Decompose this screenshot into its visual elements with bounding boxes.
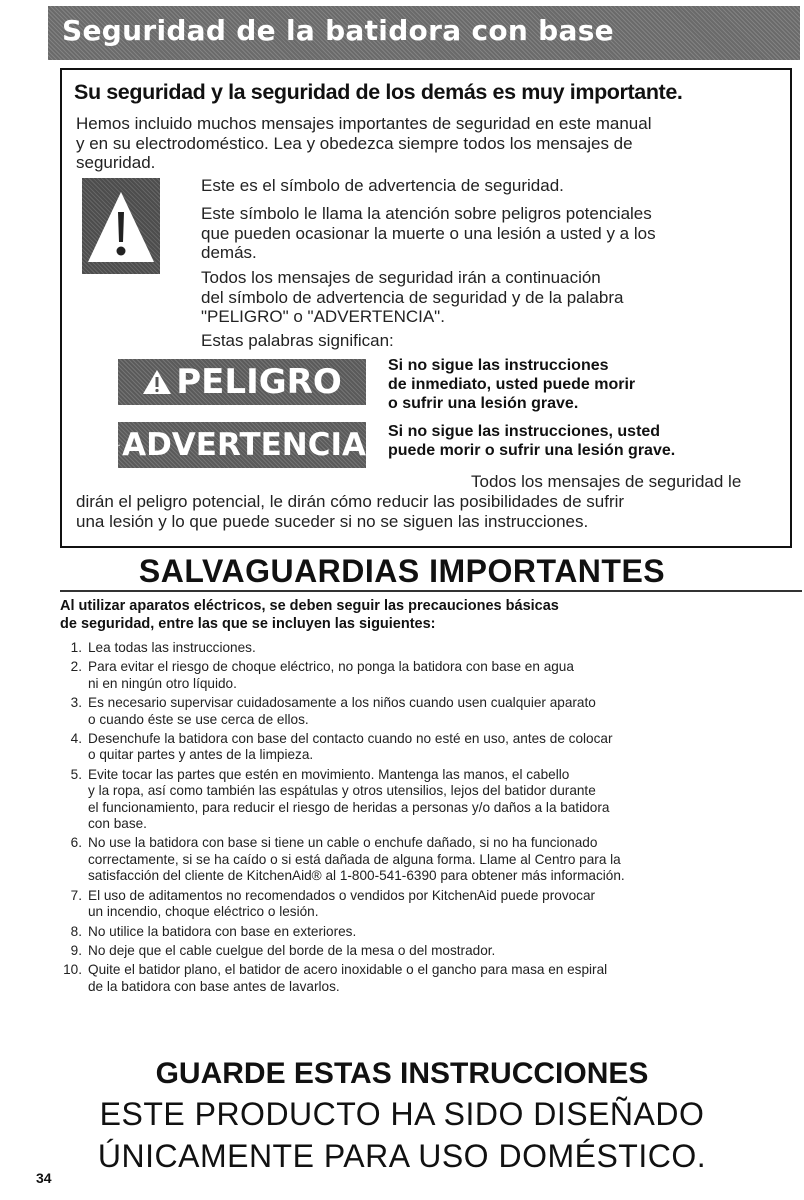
list-item-text: No utilice la batidora con base en exteriores. (88, 923, 357, 939)
list-item-number: 6. (70, 835, 82, 851)
list-item-text: Quite el batidor plano, el batidor de acero inoxidable o el gancho para masa en espiral de la batidora con base antes de lavarlos. (88, 962, 608, 994)
closing-text-rest: dirán el peligro potencial, le dirán cómo reducir las posibilidades de sufrir una lesión y lo que puede suceder si no se siguen las instrucciones. (76, 492, 625, 531)
closing-text-first: Todos los mensajes de seguridad le (471, 472, 742, 491)
section-title-bar (48, 6, 800, 60)
symbol-line: Este es el símbolo de advertencia de seguridad. (201, 176, 564, 195)
save-instructions-heading: GUARDE ESTAS INSTRUCCIONES (155, 1057, 649, 1090)
list-item (60, 695, 800, 728)
list-item-number: 3. (70, 695, 82, 711)
advertencia-text: Si no sigue las instrucciones, usted puede morir o sufrir una lesión grave. (388, 423, 676, 459)
warning-symbol (82, 178, 160, 274)
safeguards-intro: Al utilizar aparatos eléctricos, se deben seguir las precauciones básicas de seguridad, entre las que se incluyen las siguientes: (60, 598, 559, 632)
list-item (60, 767, 800, 833)
advertencia-label: ADVERTENCIA (122, 427, 366, 463)
list-item (60, 943, 800, 959)
peligro-signal (118, 359, 366, 405)
divider (60, 590, 802, 592)
symbol-description: Este símbolo le llama la atención sobre peligros potenciales que pueden ocasionar la muerte o una lesión a usted y a los demás. (201, 204, 656, 262)
product-notice-line-1: ESTE PRODUCTO HA SIDO DISEÑADO (99, 1096, 705, 1132)
page-title: Seguridad de la batidora con base (62, 14, 614, 47)
safeguards-title: SALVAGUARDIAS IMPORTANTES (138, 553, 666, 589)
list-item-text: Evite tocar las partes que estén en movimiento. Mantenga las manos, el cabello y la ropa, así como también las espátulas y otros utensilios, lejos del batidor durante el funcionamiento, para reducir el riesgo de heridas a personas y/o daños a la batidora con base. (88, 766, 610, 832)
list-item-text: No deje que el cable cuelgue del borde de la mesa o del mostrador. (88, 942, 496, 958)
list-item (60, 835, 800, 884)
peligro-text: Si no sigue las instrucciones de inmediato, usted puede morir o sufrir una lesión grave. (388, 357, 636, 412)
list-item-number: 5. (70, 766, 82, 782)
peligro-label: PELIGRO (176, 362, 342, 402)
warning-triangle-icon (82, 178, 160, 274)
safeguards-list (60, 640, 800, 998)
list-item-number: 8. (70, 923, 82, 939)
list-item-text: Lea todas las instrucciones. (88, 640, 256, 655)
list-item-text: Es necesario supervisar cuidadosamente a los niños cuando usen cualquier aparato o cuando éste se use cerca de ellos. (88, 695, 596, 727)
list-item-number: 9. (70, 942, 82, 958)
advertencia-signal (118, 422, 366, 468)
list-item (60, 924, 800, 940)
list-item-number: 10. (63, 962, 82, 978)
follow-text: Todos los mensajes de seguridad irán a continuación del símbolo de advertencia de seguridad y de la palabra "PELIGRO" o "ADVERTENCIA". (201, 268, 624, 326)
list-item-text: Para evitar el riesgo de choque eléctrico, no ponga la batidora con base en agua ni en ningún otro líquido. (88, 659, 574, 691)
warning-triangle-icon (142, 369, 172, 395)
list-item-text: No use la batidora con base si tiene un cable o enchufe dañado, si no ha funcionado correctamente, si se ha caído o si está dañada de alguna forma. Llame al Centro para la satisfacción del cliente de KitchenAid® al 1-800-541-6390 para obtener más información. (88, 835, 625, 884)
list-item-number: 1. (70, 640, 82, 655)
list-item-text: El uso de aditamentos no recomendados o vendidos por KitchenAid puede provocar un incendio, choque eléctrico o lesión. (88, 887, 596, 920)
page-number: 34 (36, 1170, 52, 1186)
safety-heading: Su seguridad y la seguridad de los demás es muy importante. (74, 80, 683, 104)
list-item (60, 659, 800, 692)
product-notice-line-2: ÚNICAMENTE PARA USO DOMÉSTICO. (97, 1138, 707, 1174)
safety-box (60, 68, 792, 548)
list-item (60, 962, 800, 995)
list-item-text: Desenchufe la batidora con base del contacto cuando no esté en uso, antes de colocar o quitar partes y antes de la limpieza. (88, 731, 613, 763)
safety-intro: Hemos incluido muchos mensajes importantes de seguridad en este manual y en su electrodoméstico. Lea y obedezca siempre todos los mensajes de seguridad. (76, 114, 652, 172)
list-item-number: 2. (70, 659, 82, 675)
list-item (60, 640, 800, 656)
list-item (60, 888, 800, 921)
warning-triangle-icon (118, 433, 120, 457)
list-item-number: 4. (70, 731, 82, 747)
list-item (60, 731, 800, 764)
words-mean: Estas palabras significan: (201, 331, 394, 350)
list-item-number: 7. (70, 887, 82, 903)
